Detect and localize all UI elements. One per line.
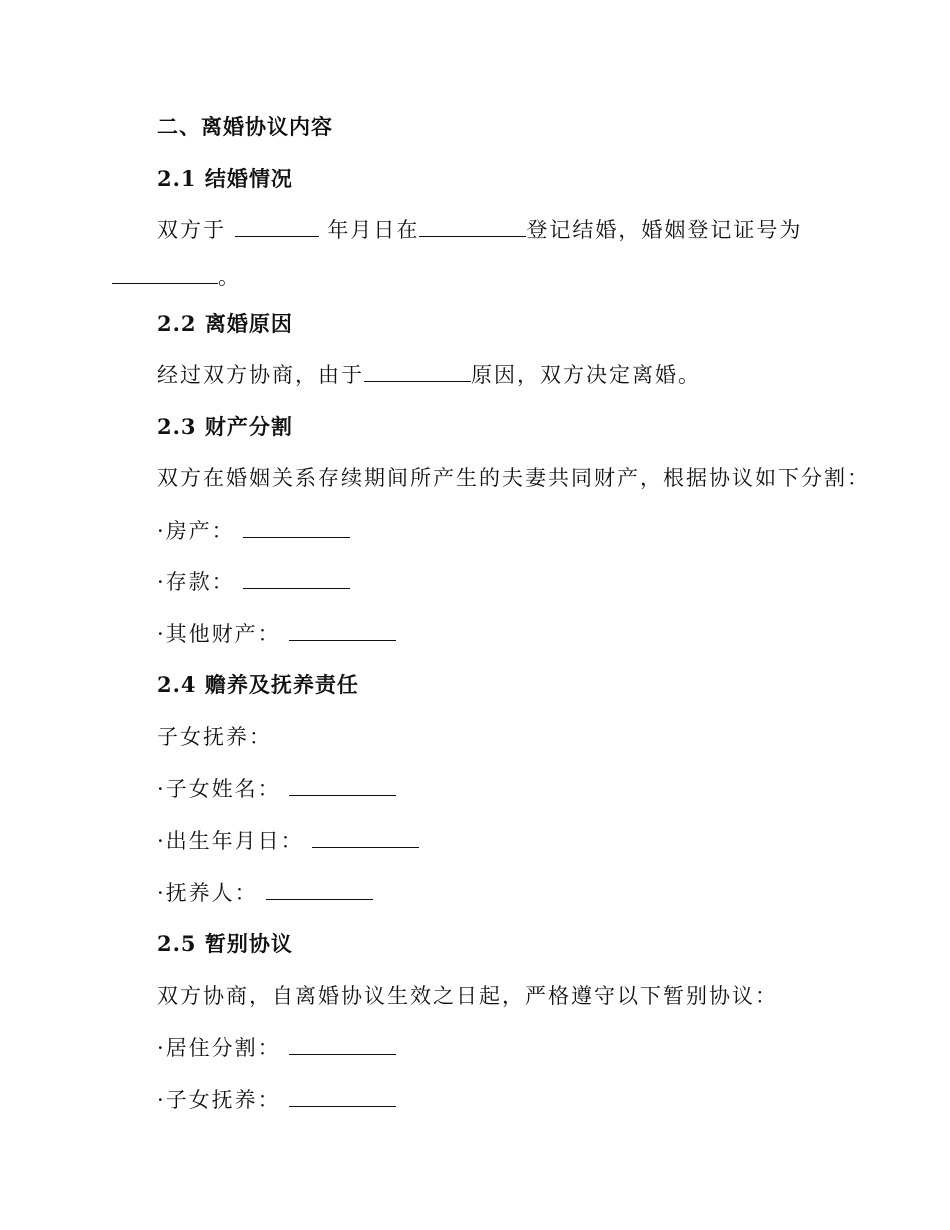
heading-separation: 2.5 暂别协议 (157, 931, 293, 956)
child-name-blank[interactable] (289, 775, 396, 796)
marriage-line-end: 。 (218, 265, 241, 289)
support-item-label: 抚养人： (165, 881, 258, 905)
bullet-icon: · (157, 519, 164, 543)
marriage-line-2 (112, 262, 241, 292)
reason-text-a: 经过双方协商，由于 (157, 363, 364, 387)
separation-intro: 双方协商，自离婚协议生效之日起，严格遵守以下暂别协议： (157, 984, 778, 1008)
property-item (157, 516, 350, 546)
certificate-number-blank[interactable] (112, 263, 218, 284)
property-item (157, 619, 396, 649)
marriage-line-1 (157, 215, 802, 245)
heading-property: 2.3 财产分割 (157, 414, 293, 439)
property-other-blank[interactable] (289, 620, 396, 641)
property-item-label: 房产： (165, 519, 235, 543)
section-title: 二、离婚协议内容 (157, 114, 333, 139)
support-item (157, 826, 419, 856)
bullet-icon: · (157, 622, 164, 646)
reason-text-b: 原因，双方决定离婚。 (471, 363, 701, 387)
bullet-icon: · (157, 570, 164, 594)
support-item (157, 774, 396, 804)
marriage-place-blank[interactable] (419, 216, 526, 237)
property-item (157, 567, 350, 597)
bullet-icon: · (157, 1036, 164, 1060)
marriage-text-b: 年月日在 (327, 218, 420, 242)
reason-blank[interactable] (364, 361, 471, 382)
bullet-icon: · (157, 829, 164, 853)
marriage-text-c: 登记结婚，婚姻登记证号为 (526, 218, 803, 242)
separation-item (157, 1033, 396, 1063)
marriage-date-blank[interactable] (235, 216, 319, 237)
property-deposit-blank[interactable] (243, 568, 350, 589)
heading-marriage: 2.1 结婚情况 (157, 166, 293, 191)
property-intro: 双方在婚姻关系存续期间所产生的夫妻共同财产，根据协议如下分割： (157, 466, 870, 490)
guardian-blank[interactable] (266, 879, 373, 900)
reason-line (157, 360, 701, 390)
heading-reason: 2.2 离婚原因 (157, 311, 293, 336)
bullet-icon: · (157, 881, 164, 905)
separation-item-label: 居住分割： (165, 1036, 281, 1060)
separation-item-label: 子女抚养： (165, 1088, 281, 1112)
bullet-icon: · (157, 1088, 164, 1112)
property-house-blank[interactable] (243, 517, 350, 538)
marriage-text-a: 双方于 (157, 218, 226, 242)
support-intro: 子女抚养： (157, 725, 272, 749)
separation-item (157, 1085, 396, 1115)
residence-blank[interactable] (289, 1034, 396, 1055)
property-item-label: 存款： (165, 570, 235, 594)
custody-blank[interactable] (289, 1086, 396, 1107)
support-item-label: 子女姓名： (165, 777, 281, 801)
support-item-label: 出生年月日： (165, 829, 304, 853)
child-birthdate-blank[interactable] (312, 827, 419, 848)
bullet-icon: · (157, 777, 164, 801)
heading-support: 2.4 赡养及抚养责任 (157, 672, 359, 697)
support-item (157, 878, 373, 908)
property-item-label: 其他财产： (165, 622, 281, 646)
